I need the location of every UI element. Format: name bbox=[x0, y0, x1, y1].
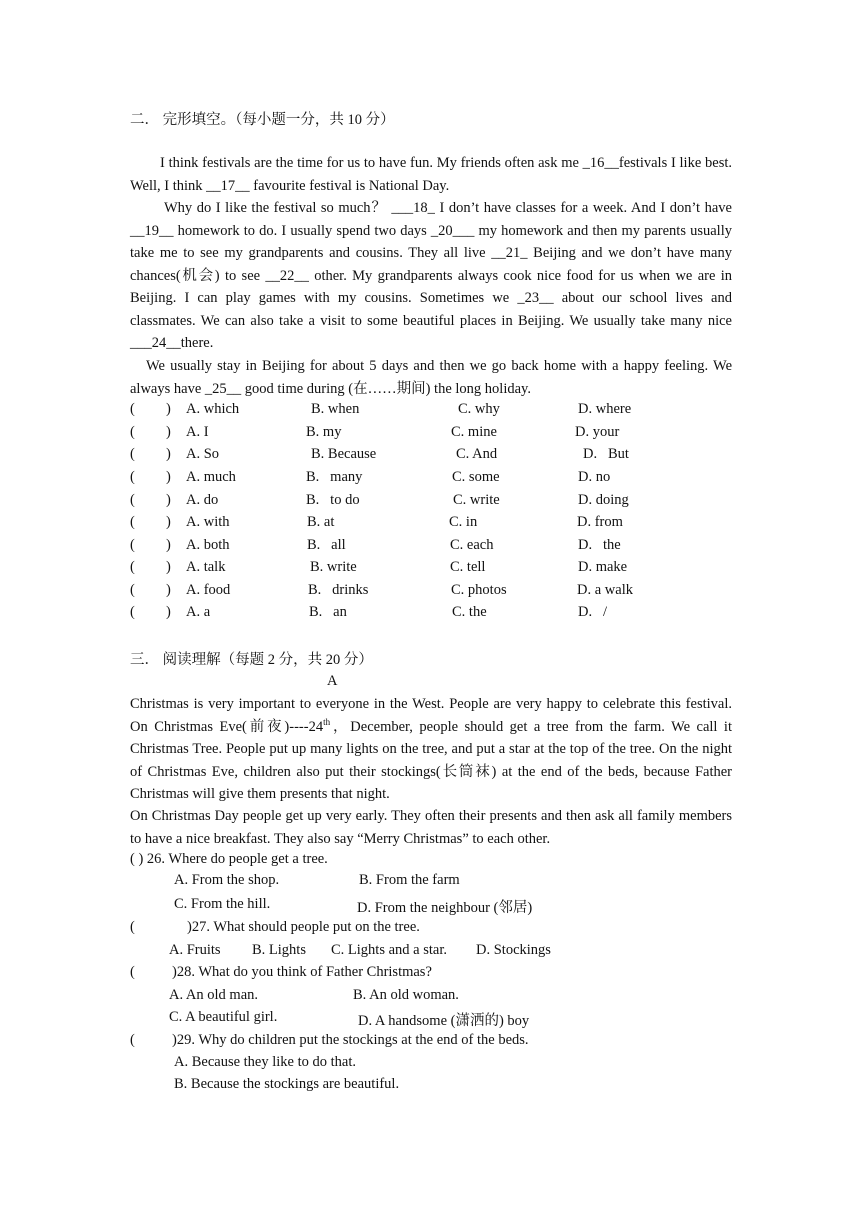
cloze-option-a: A. a bbox=[186, 604, 211, 620]
section3-title: 三． 阅读理解（每题 2 分，共 20 分） bbox=[130, 652, 373, 668]
reading-p1-part2: ，December, people should get a tree from the farm. We call it Christmas Tree. People put up many lights on the tree, and put a star at the top of the tree. On the night of Christmas Eve, children also put their stockings(长筒袜) at the end of the beds, because Father Christmas will give them presents that night. bbox=[130, 718, 732, 802]
cloze-option-c: C. in bbox=[449, 514, 478, 530]
cloze-paragraph-1-text: I think festivals are the time for us to have fun. My friends often ask me _16__festivals I like best. Well, I think __17__ favourite festival is National Day. bbox=[130, 155, 732, 194]
cloze-option-c: C. And bbox=[456, 446, 498, 462]
reading-paragraph-2-text: On Christmas Day people get up very early. They often their presents and then ask all family members to have a nice breakfast. They also say “Merry Christmas” to each other. bbox=[130, 808, 732, 847]
q27-stem: )27. What should people put on the tree. bbox=[187, 919, 420, 935]
q28-option-a: A. An old man. bbox=[169, 987, 259, 1003]
cloze-option-a: A. much bbox=[186, 469, 236, 485]
cloze-option-b: B. all bbox=[307, 537, 346, 553]
cloze-paragraph-3-text: We usually stay in Beijing for about 5 days and then we go back home with a happy feeling. We always have _25__ good time during (在……期间) the long holiday. bbox=[130, 358, 732, 397]
reading-paragraph-2 bbox=[130, 805, 732, 850]
cloze-option-a: A. do bbox=[186, 492, 219, 508]
q28-option-c: C. A beautiful girl. bbox=[169, 1009, 278, 1025]
reading-p1-part1: Christmas is very important to everyone in the West. People are very happy to celebrate this festival. On Christmas Eve(前夜)----24 bbox=[130, 696, 732, 735]
cloze-option-row bbox=[130, 424, 750, 446]
answer-bracket-close: ) bbox=[166, 559, 171, 575]
cloze-option-d: D. a walk bbox=[577, 582, 633, 598]
cloze-option-c: C. photos bbox=[451, 582, 507, 598]
answer-bracket-open: ( bbox=[130, 492, 135, 508]
cloze-option-a: A. which bbox=[186, 401, 240, 417]
ordinal-suffix: th bbox=[323, 716, 331, 727]
q27-option-b: B. Lights bbox=[252, 942, 306, 958]
q26-option-d: D. From the neighbour (邻居) bbox=[357, 900, 533, 916]
cloze-option-c: C. the bbox=[452, 604, 487, 620]
answer-bracket-close: ) bbox=[166, 492, 171, 508]
cloze-option-row bbox=[130, 582, 750, 604]
cloze-option-d: D. the bbox=[578, 537, 621, 553]
cloze-option-a: A. I bbox=[186, 424, 209, 440]
cloze-option-d: D. doing bbox=[578, 492, 629, 508]
q27-bracket: ( bbox=[130, 919, 135, 935]
cloze-option-a: A. talk bbox=[186, 559, 226, 575]
cloze-paragraph-2 bbox=[130, 197, 732, 355]
answer-bracket-close: ) bbox=[166, 446, 171, 462]
answer-bracket-close: ) bbox=[166, 604, 171, 620]
cloze-option-c: C. write bbox=[453, 492, 500, 508]
cloze-option-row bbox=[130, 469, 750, 491]
q27-option-d: D. Stockings bbox=[476, 942, 551, 958]
cloze-option-row bbox=[130, 401, 750, 423]
cloze-option-c: C. each bbox=[450, 537, 494, 553]
cloze-option-b: B. drinks bbox=[308, 582, 369, 598]
cloze-option-row bbox=[130, 446, 750, 468]
cloze-option-d: D. from bbox=[577, 514, 623, 530]
answer-bracket-open: ( bbox=[130, 514, 135, 530]
passage-label: A bbox=[327, 673, 338, 689]
cloze-option-a: A. with bbox=[186, 514, 230, 530]
answer-bracket-close: ) bbox=[166, 514, 171, 530]
cloze-option-b: B. at bbox=[307, 514, 335, 530]
cloze-paragraph-2-text: Why do I like the festival so much？ ___18_ I don’t have classes for a week. And I don’t have __19__ homework to do. I usually spend two days _20___ my homework and then my parents usually take me to see my grandparents and cousins. They all live __21_ Beijing and we don’t have many chances(机会) to see __22__ other. My grandparents always cook nice food for us when we are in Beijing. I can play games with my cousins. Sometimes we _23__ about our school lives and classmates. We can also take a visit to some beautiful places in Beijing. We usually take many nice ___24__there. bbox=[130, 200, 732, 351]
cloze-option-c: C. some bbox=[452, 469, 500, 485]
cloze-option-b: B. an bbox=[309, 604, 347, 620]
reading-paragraph-1-text bbox=[130, 693, 732, 806]
cloze-option-row bbox=[130, 492, 750, 514]
cloze-option-b: B. my bbox=[306, 424, 342, 440]
answer-bracket-close: ) bbox=[166, 469, 171, 485]
cloze-option-a: A. both bbox=[186, 537, 230, 553]
answer-bracket-open: ( bbox=[130, 582, 135, 598]
cloze-option-row bbox=[130, 559, 750, 581]
q29-bracket: ( bbox=[130, 1032, 135, 1048]
section2-title: 二． 完形填空。（每小题一分，共 10 分） bbox=[130, 112, 395, 128]
q28-option-b: B. An old woman. bbox=[353, 987, 459, 1003]
reading-paragraph-1 bbox=[130, 693, 732, 806]
q29-stem: )29. Why do children put the stockings at the end of the beds. bbox=[172, 1032, 529, 1048]
cloze-option-a: A. food bbox=[186, 582, 231, 598]
cloze-option-b: B. many bbox=[306, 469, 363, 485]
q28-stem: )28. What do you think of Father Christmas? bbox=[172, 964, 432, 980]
cloze-option-d: D. your bbox=[575, 424, 620, 440]
answer-bracket-close: ) bbox=[166, 401, 171, 417]
q26-option-a: A. From the shop. bbox=[174, 872, 280, 888]
cloze-option-a: A. So bbox=[186, 446, 220, 462]
answer-bracket-open: ( bbox=[130, 559, 135, 575]
cloze-option-d: D. But bbox=[583, 446, 629, 462]
cloze-option-d: D. make bbox=[578, 559, 628, 575]
q28-option-d: D. A handsome (潇洒的) boy bbox=[358, 1013, 530, 1029]
cloze-option-c: C. mine bbox=[451, 424, 497, 440]
cloze-option-b: B. to do bbox=[306, 492, 360, 508]
answer-bracket-close: ) bbox=[166, 582, 171, 598]
answer-bracket-close: ) bbox=[166, 537, 171, 553]
q27-option-c: C. Lights and a star. bbox=[331, 942, 447, 958]
q26-option-c: C. From the hill. bbox=[174, 896, 271, 912]
answer-bracket-open: ( bbox=[130, 401, 135, 417]
cloze-option-b: B. write bbox=[310, 559, 357, 575]
q29-option-b: B. Because the stockings are beautiful. bbox=[174, 1076, 400, 1092]
cloze-option-row bbox=[130, 604, 750, 626]
cloze-option-row bbox=[130, 514, 750, 536]
answer-bracket-open: ( bbox=[130, 604, 135, 620]
answer-bracket-open: ( bbox=[130, 446, 135, 462]
cloze-paragraph-1 bbox=[130, 152, 732, 197]
cloze-option-b: B. when bbox=[311, 401, 360, 417]
cloze-option-d: D. / bbox=[578, 604, 607, 620]
cloze-option-d: D. no bbox=[578, 469, 611, 485]
answer-bracket-open: ( bbox=[130, 424, 135, 440]
cloze-option-c: C. why bbox=[458, 401, 500, 417]
answer-bracket-close: ) bbox=[166, 424, 171, 440]
q29-option-a: A. Because they like to do that. bbox=[174, 1054, 357, 1070]
q26-option-b: B. From the farm bbox=[359, 872, 460, 888]
cloze-option-row bbox=[130, 537, 750, 559]
q26-stem: ( ) 26. Where do people get a tree. bbox=[130, 851, 328, 867]
cloze-option-b: B. Because bbox=[311, 446, 377, 462]
cloze-paragraph-3 bbox=[130, 355, 732, 400]
q28-bracket: ( bbox=[130, 964, 135, 980]
answer-bracket-open: ( bbox=[130, 469, 135, 485]
cloze-option-c: C. tell bbox=[450, 559, 486, 575]
q27-option-a: A. Fruits bbox=[169, 942, 221, 958]
cloze-option-d: D. where bbox=[578, 401, 632, 417]
answer-bracket-open: ( bbox=[130, 537, 135, 553]
